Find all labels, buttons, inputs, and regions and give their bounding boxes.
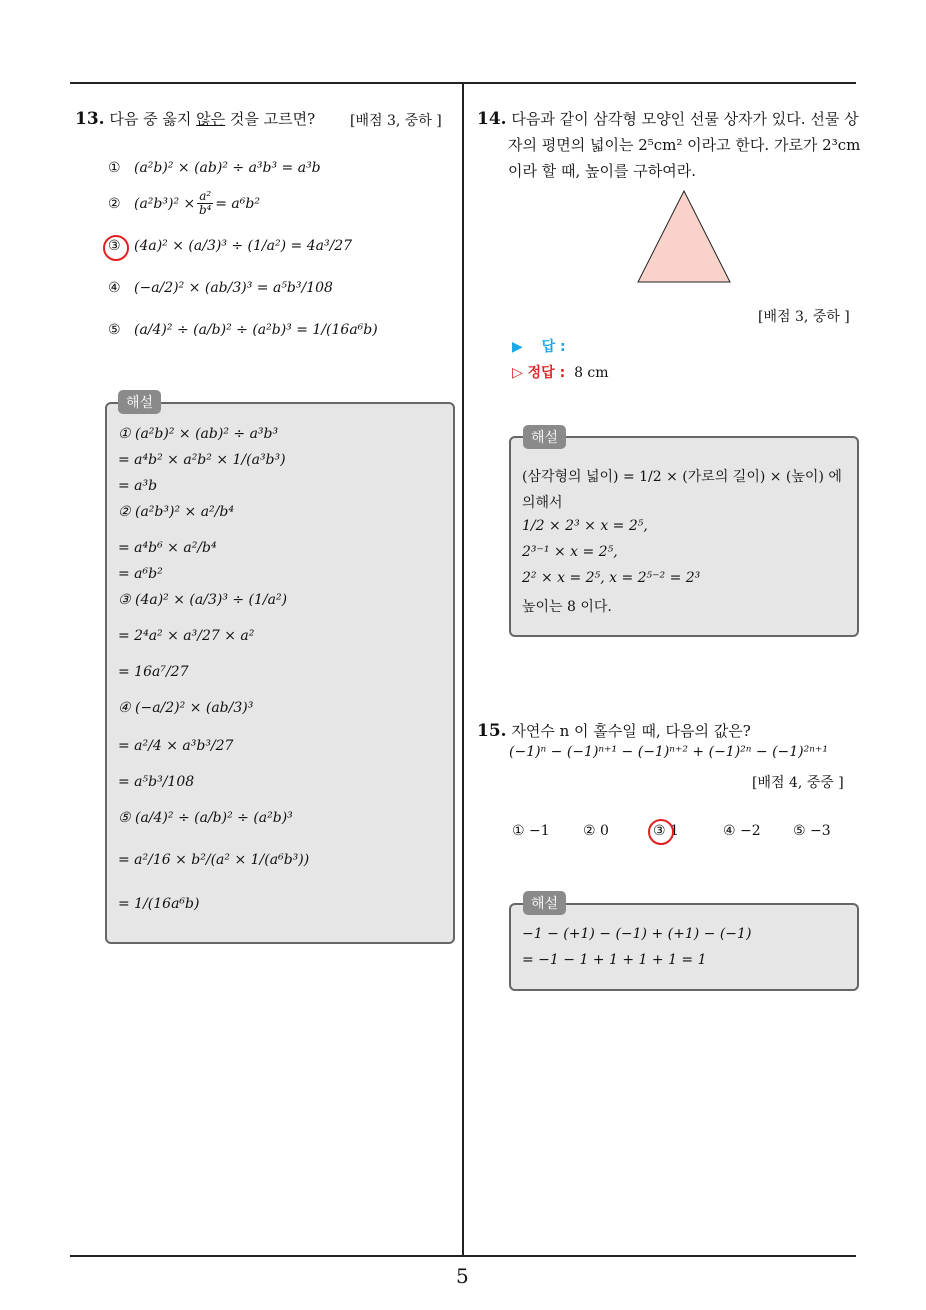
q14-correct-row [512, 362, 609, 382]
option-mark: ⑤ [108, 322, 121, 338]
option-expr-post: = a⁶b² [215, 195, 260, 212]
q14-line-3: 이라 할 때, 높이를 구하여라. [508, 162, 696, 180]
solution-line: −1 − (+1) − (−1) + (+1) − (−1) [522, 926, 752, 942]
solution-line: = a⁶b² [118, 566, 163, 582]
solution-line: 1/2 × 2³ × x = 2⁵, [522, 518, 648, 534]
solution-line: = a⁵b³/108 [118, 774, 195, 790]
q15-option-4[interactable]: ④ −2 [723, 823, 761, 839]
q15-option-2[interactable]: ② 0 [583, 823, 609, 839]
q13-number: 13. [75, 109, 105, 129]
q15-answer-circle [648, 819, 674, 845]
solution-line: ① (a²b)² × (ab)² ÷ a³b³ [118, 426, 279, 442]
q13-option-4[interactable] [108, 280, 333, 296]
solution-line: = a²/16 × b²/(a² × 1/(a⁶b³)) [118, 852, 310, 868]
q13-option-1[interactable] [108, 160, 321, 176]
solution-line: = a⁴b² × a²b² × 1/(a³b³) [118, 452, 286, 468]
q13-question [75, 106, 315, 132]
page-number: 5 [456, 1264, 469, 1288]
q13-text-a: 다음 중 옳지 [109, 110, 197, 128]
solution-line: 2² × x = 2⁵, x = 2⁵⁻² = 2³ [522, 570, 701, 586]
option-mark: ④ [108, 280, 121, 296]
option-mark: ① [108, 160, 121, 176]
q13-option-2[interactable] [108, 190, 260, 217]
solution-line: 의해서 [522, 495, 563, 511]
solution-line: = a³b [118, 478, 158, 494]
q15-question [477, 718, 751, 744]
q13-option-3[interactable] [108, 238, 352, 254]
option-fraction: $\frac{\text{a²}}{\text{b⁴}}$ [198, 189, 212, 217]
q14-question [477, 106, 862, 184]
solution-line: = 1/(16a⁶b) [118, 896, 200, 912]
option-mark: ③ [108, 238, 121, 254]
q15-option-1[interactable]: ① −1 [512, 823, 550, 839]
solution-line: = −1 − 1 + 1 + 1 + 1 = 1 [522, 952, 707, 968]
solution-line: = 2⁴a² × a³/27 × a² [118, 628, 255, 644]
q15-solution-tag: 해설 [523, 891, 566, 915]
solution-line: ② (a²b³)² × a²/b⁴ [118, 504, 234, 520]
solution-line: ④ (−a/2)² × (ab/3)³ [118, 700, 254, 716]
q13-answer-circle [103, 235, 129, 261]
solution-line: = a⁴b⁶ × a²/b⁴ [118, 540, 217, 556]
q15-number: 15. [477, 721, 507, 741]
q14-correct-label: 정답 : [527, 365, 566, 381]
q15-option-3[interactable]: ③ 1 [653, 823, 679, 839]
q13-text-b: 것을 고르면? [225, 110, 316, 128]
column-divider [462, 82, 464, 1256]
play-icon: ▶ [512, 339, 523, 355]
q15-expression: (−1)ⁿ − (−1)ⁿ⁺¹ − (−1)ⁿ⁺² + (−1)²ⁿ − (−1)²ⁿ⁺¹ [509, 744, 828, 760]
q14-answer-label: 답 : [541, 339, 566, 355]
option-expr: (a/4)² ÷ (a/b)² ÷ (a²b)³ = 1/(16a⁶b) [134, 322, 378, 338]
q13-score: [배점 3, 중하 ] [350, 113, 442, 129]
q14-number: 14. [477, 109, 507, 129]
q14-line-1: 다음과 같이 삼각형 모양인 선물 상자가 있다. 선물 상 [511, 110, 859, 128]
q14-line-2: 자의 평면의 넓이는 2⁵cm² 이라고 한다. 가로가 2³cm [508, 136, 861, 154]
option-mark: ② [108, 195, 121, 212]
solution-line: 높이는 8 이다. [522, 599, 612, 615]
option-expr: (4a)² × (a/3)³ ÷ (1/a²) = 4a³/27 [134, 238, 353, 254]
q15-score: [배점 4, 중중 ] [752, 775, 844, 791]
solution-line: ③ (4a)² × (a/3)³ ÷ (1/a²) [118, 592, 288, 608]
q14-score: [배점 3, 중하 ] [758, 309, 850, 325]
solution-line: = a²/4 × a³b³/27 [118, 738, 234, 754]
play-outline-icon: ▷ [512, 365, 523, 381]
q13-option-5[interactable] [108, 322, 378, 338]
solution-line: = 16a⁷/27 [118, 664, 189, 680]
solution-line: 2³⁻¹ × x = 2⁵, [522, 544, 618, 560]
option-expr: (−a/2)² × (ab/3)³ = a⁵b³/108 [134, 280, 333, 296]
q13-solution-tag: 해설 [118, 390, 161, 414]
option-expr-pre: (a²b³)² × [134, 195, 196, 212]
q15-option-5[interactable]: ⑤ −3 [793, 823, 831, 839]
q14-solution-tag: 해설 [523, 425, 566, 449]
solution-line: ⑤ (a/4)² ÷ (a/b)² ÷ (a²b)³ [118, 810, 293, 826]
q15-text: 자연수 n 이 홀수일 때, 다음의 값은? [511, 722, 751, 740]
q14-correct-value: 8 cm [574, 365, 609, 381]
q14-answer-row [512, 336, 566, 356]
q15-solution-box [509, 903, 859, 991]
q13-text-underlined: 않은 [196, 110, 226, 128]
solution-line: (삼각형의 넓이) = 1/2 × (가로의 길이) × (높이) 에 [522, 469, 842, 485]
option-expr: (a²b)² × (ab)² ÷ a³b³ = a³b [134, 160, 321, 176]
bottom-rule [70, 1255, 856, 1257]
